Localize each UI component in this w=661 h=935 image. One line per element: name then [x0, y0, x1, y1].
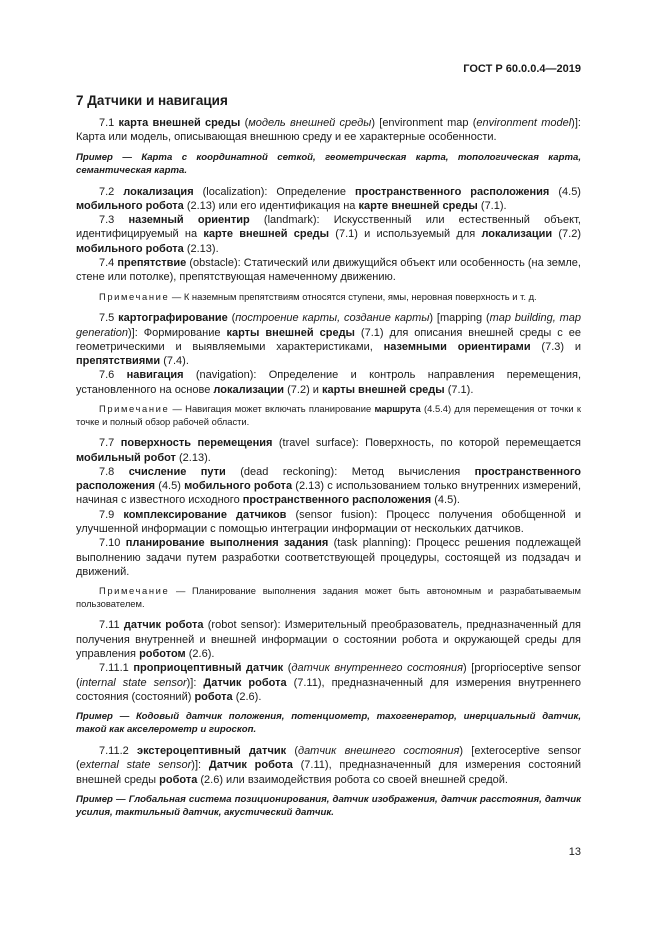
term-bold: мобильного робота	[76, 242, 184, 255]
text-span: (4.5).	[431, 494, 460, 507]
term-bold: наземный ориентир	[128, 214, 250, 227]
term-bold: мобильного робота	[184, 480, 293, 493]
text-span: )]:	[186, 676, 204, 689]
body-text	[76, 116, 581, 827]
term-bold: локализация	[123, 185, 194, 198]
text-span: 7.5	[99, 312, 119, 325]
term-paragraph	[76, 213, 581, 256]
text-span: (2.13) с использованием только внутренних измерений, начиная с известного исходного	[76, 480, 581, 507]
text-span: 7.10	[99, 537, 126, 550]
term-paragraph	[76, 116, 581, 145]
term-bold: мобильный робот	[76, 451, 176, 464]
text-span: (7.4).	[160, 355, 189, 368]
term-bold: планирование выполнения задания	[125, 537, 329, 550]
term-bold: препятствиями	[76, 355, 161, 368]
document-id: ГОСТ Р 60.0.0.4—2019	[463, 63, 581, 75]
example-paragraph	[76, 151, 581, 177]
text-span: (2.6).	[185, 647, 215, 660]
text-span: Примечание	[99, 290, 170, 302]
text-span: (2.13).	[183, 242, 219, 255]
text-span: (4.5.4) для перемещения от точки к точке и полный обзор рабочей области.	[76, 403, 581, 427]
text-span: )]:	[191, 759, 209, 772]
term-bold: счисление пути	[128, 465, 226, 478]
term-paragraph	[76, 436, 581, 465]
term-italic: датчик внутреннего состояния	[291, 662, 464, 675]
term-bold: мобильного робота	[76, 199, 184, 212]
term-bold: датчик робота	[123, 619, 204, 632]
term-bold: комплексирование датчиков	[123, 508, 287, 521]
text-span: (localization): Определение	[193, 185, 355, 198]
text-span: (7.11), предназначенный для измерения состояний внешней среды	[76, 759, 581, 786]
term-bold: проприоцептивный датчик	[133, 662, 284, 675]
text-span: ) [mapping (	[429, 312, 490, 325]
text-span: ) [proprioceptive sensor (	[76, 662, 581, 689]
text-span: (robot sensor): Измерительный преобразователь, предназначенный для получения внутренней и внешней информации о состоянии робота и окружающей среды для управления	[76, 619, 581, 660]
text-span: Пример — Карта с координатной сеткой, геометрическая карта, топологическая карта, семантическая карта.	[76, 151, 581, 176]
text-span: (7.1).	[477, 199, 507, 212]
text-span: (2.6) или взаимодействия робота со своей внешней средой.	[197, 773, 508, 786]
text-span: (7.2) и	[284, 383, 323, 396]
term-bold: поверхность перемещения	[120, 437, 273, 450]
note-paragraph	[76, 291, 581, 304]
text-span: (2.13).	[175, 451, 211, 464]
text-span: (7.2)	[552, 228, 581, 241]
text-span: (navigation): Определение и контроль направления перемещения, установленного на основе	[76, 369, 581, 396]
text-span: (2.6).	[232, 690, 262, 703]
term-paragraph	[76, 311, 581, 368]
text-span: (2.13) или его идентификация на	[183, 199, 359, 212]
text-span: (	[240, 117, 249, 129]
term-bold: карты внешней среды	[322, 383, 445, 396]
term-bold: картографирование	[118, 312, 228, 325]
term-bold: роботом	[139, 647, 186, 660]
note-paragraph	[76, 403, 581, 428]
term-italic: датчик внешнего состояния	[297, 745, 460, 758]
text-span: 7.7	[99, 437, 121, 450]
term-bold: препятствие	[117, 257, 187, 270]
term-paragraph	[76, 744, 581, 787]
text-span: (4.5)	[155, 480, 185, 493]
term-bold: робота	[159, 773, 198, 786]
text-span: Пример — Глобальная система позиционирования, датчик изображения, датчик расстояния, датчик усилия, тактильный датчик, акустический датчик.	[76, 794, 581, 819]
example-paragraph	[76, 793, 581, 819]
text-span: 7.11.1	[99, 662, 134, 675]
text-span: )]: Формирование	[128, 326, 227, 339]
text-span: (obstacle): Статический или движущийся объект или особенность (на земле, стене или потолке), препятствующая намеченному движению.	[76, 257, 581, 284]
term-bold: пространственного расположения	[242, 494, 432, 507]
page-number: 13	[568, 846, 581, 858]
term-bold: навигация	[126, 369, 184, 382]
term-bold: робота	[194, 690, 233, 703]
term-paragraph	[76, 661, 581, 704]
term-italic: построение карты, создание карты	[235, 312, 430, 325]
term-paragraph	[76, 465, 581, 508]
term-paragraph	[76, 256, 581, 285]
text-span: (dead reckoning): Метод вычисления	[225, 465, 475, 478]
term-bold: Датчик робота	[203, 676, 287, 689]
term-italic: external state sensor	[79, 759, 192, 772]
note-paragraph	[76, 585, 581, 610]
text-span: (7.1) и используемый для	[329, 228, 482, 241]
term-bold: карты внешней среды	[226, 326, 355, 339]
text-span: — К наземным препятствиям относятся ступени, ямы, неровная поверхность и т. д.	[169, 290, 537, 302]
term-bold: карте внешней среды	[203, 228, 330, 241]
term-paragraph	[76, 618, 581, 661]
text-span: Примечание	[99, 403, 170, 415]
text-span: (4.5)	[549, 185, 581, 198]
term-italic: environment model	[476, 117, 572, 129]
text-span: (	[227, 312, 236, 325]
section-title: 7 Датчики и навигация	[76, 93, 228, 108]
term-bold: пространственного расположения	[354, 185, 550, 198]
text-span: Примечание	[99, 585, 170, 597]
text-span: (travel surface): Поверхность, по которой перемещается	[272, 437, 581, 450]
term-bold: маршрута	[374, 403, 421, 415]
term-bold: Датчик робота	[208, 759, 293, 772]
term-paragraph	[76, 536, 581, 579]
term-italic: модель внешней среды	[248, 117, 372, 129]
example-paragraph	[76, 710, 581, 736]
term-bold: карте внешней среды	[358, 199, 478, 212]
term-bold: наземными ориентирами	[383, 340, 531, 353]
text-span: 7.11	[99, 619, 124, 632]
text-span: 7.2	[99, 185, 124, 198]
text-span: (7.11), предназначенный для измерения внутреннего состояния (состояний)	[76, 676, 581, 703]
term-bold: экстероцептивный датчик	[137, 745, 287, 758]
text-span: ) [environment map (	[371, 117, 477, 129]
text-span: (7.1).	[444, 383, 474, 396]
term-bold: карта внешней среды	[118, 117, 241, 129]
text-span: (7.3) и	[530, 340, 582, 353]
text-span: (7.1) для описания внешней среды с ее геометрическими и выявляемыми характеристиками,	[76, 326, 581, 353]
text-span: )]: Карта или модель, описывающая внешнюю среду и ее характерные особенности.	[76, 117, 581, 144]
text-span: 7.1	[99, 117, 119, 129]
text-span: 7.11.2	[99, 745, 137, 758]
term-bold: пространственного расположения	[76, 465, 581, 493]
text-span: (	[286, 745, 298, 758]
text-span: — Планирование выполнения задания может быть автономным и разрабатываемым пользователем.	[76, 585, 581, 609]
text-span: 7.6	[99, 369, 127, 382]
term-bold: локализации	[481, 228, 553, 241]
term-italic: map building, map generation	[76, 312, 581, 339]
term-paragraph	[76, 368, 581, 397]
text-span: ) [exteroceptive sensor (	[76, 745, 581, 772]
text-span: — Навигация может включать планирование	[169, 403, 375, 415]
text-span: Пример — Кодовый датчик положения, потенциометр, тахогенератор, инерциальный датчик, такой как акселерометр и гироскоп.	[76, 711, 581, 736]
term-paragraph	[76, 508, 581, 537]
text-span: 7.9	[99, 508, 124, 521]
term-bold: локализации	[213, 383, 285, 396]
text-span: (landmark): Искусственный или естественный объект, идентифицируемый на	[76, 214, 581, 241]
text-span: 7.4	[99, 257, 118, 270]
text-span: (	[283, 662, 292, 675]
term-paragraph	[76, 185, 581, 214]
text-span: 7.3	[99, 214, 129, 227]
text-span: (task planning): Процесс решения подлежащей выполнению задачи путем разработки соответствующей процедуры, состоящей из подзадач и движений.	[76, 537, 581, 578]
text-span: (sensor fusion): Процесс получения обобщенной и улучшенной информации с помощью интеграции информации от нескольких датчиков.	[76, 508, 581, 536]
text-span: 7.8	[99, 465, 129, 478]
term-italic: internal state sensor	[79, 676, 187, 689]
